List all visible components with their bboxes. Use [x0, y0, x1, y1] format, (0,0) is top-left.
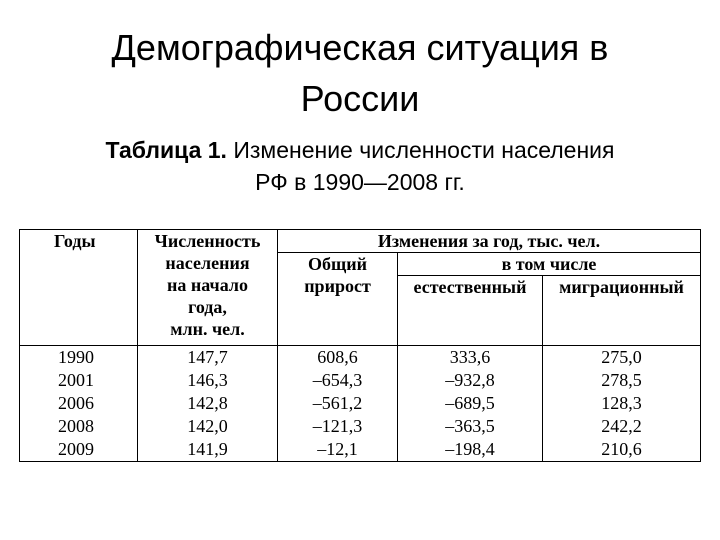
header-population: Численность населения на начало года, млн. чел. — [138, 230, 278, 346]
slide-title-line1: Демографическая ситуация в — [111, 27, 609, 68]
slide-title — [40, 22, 680, 124]
table-row — [20, 392, 701, 415]
header-changes: Изменения за год, тыс. чел. — [278, 230, 701, 253]
cell-population: 146,3 — [138, 369, 278, 392]
header-including: в том числе — [398, 253, 701, 276]
header-natural: естественный — [398, 276, 543, 346]
cell-migration: 278,5 — [543, 369, 701, 392]
cell-total: –12,1 — [278, 438, 398, 462]
cell-migration: 242,2 — [543, 415, 701, 438]
cell-migration: 275,0 — [543, 346, 701, 370]
cell-natural: –198,4 — [398, 438, 543, 462]
cell-year: 1990 — [20, 346, 138, 370]
table-caption-line1 — [30, 134, 690, 166]
population-table — [19, 229, 701, 462]
cell-year: 2006 — [20, 392, 138, 415]
cell-natural: –363,5 — [398, 415, 543, 438]
cell-year: 2001 — [20, 369, 138, 392]
cell-migration: 210,6 — [543, 438, 701, 462]
table-row — [20, 369, 701, 392]
table-caption — [30, 134, 690, 198]
table-row — [20, 415, 701, 438]
cell-total: –561,2 — [278, 392, 398, 415]
header-year: Годы — [20, 230, 138, 346]
header-migration: миграционный — [543, 276, 701, 346]
cell-population: 147,7 — [138, 346, 278, 370]
table-row — [20, 346, 701, 370]
cell-migration: 128,3 — [543, 392, 701, 415]
cell-natural: –689,5 — [398, 392, 543, 415]
cell-population: 141,9 — [138, 438, 278, 462]
slide-title-line2: России — [300, 78, 420, 119]
cell-total: –654,3 — [278, 369, 398, 392]
cell-total: 608,6 — [278, 346, 398, 370]
cell-year: 2009 — [20, 438, 138, 462]
table-caption-number: Таблица 1. — [105, 137, 227, 163]
table-caption-line2: РФ в 1990—2008 гг. — [255, 169, 465, 195]
cell-population: 142,0 — [138, 415, 278, 438]
table-caption-text: Изменение численности населения — [226, 137, 615, 163]
cell-population: 142,8 — [138, 392, 278, 415]
header-row-1 — [20, 230, 701, 253]
cell-total: –121,3 — [278, 415, 398, 438]
table-row — [20, 438, 701, 462]
cell-natural: –932,8 — [398, 369, 543, 392]
header-total-growth: Общий прирост — [278, 253, 398, 346]
cell-natural: 333,6 — [398, 346, 543, 370]
cell-year: 2008 — [20, 415, 138, 438]
